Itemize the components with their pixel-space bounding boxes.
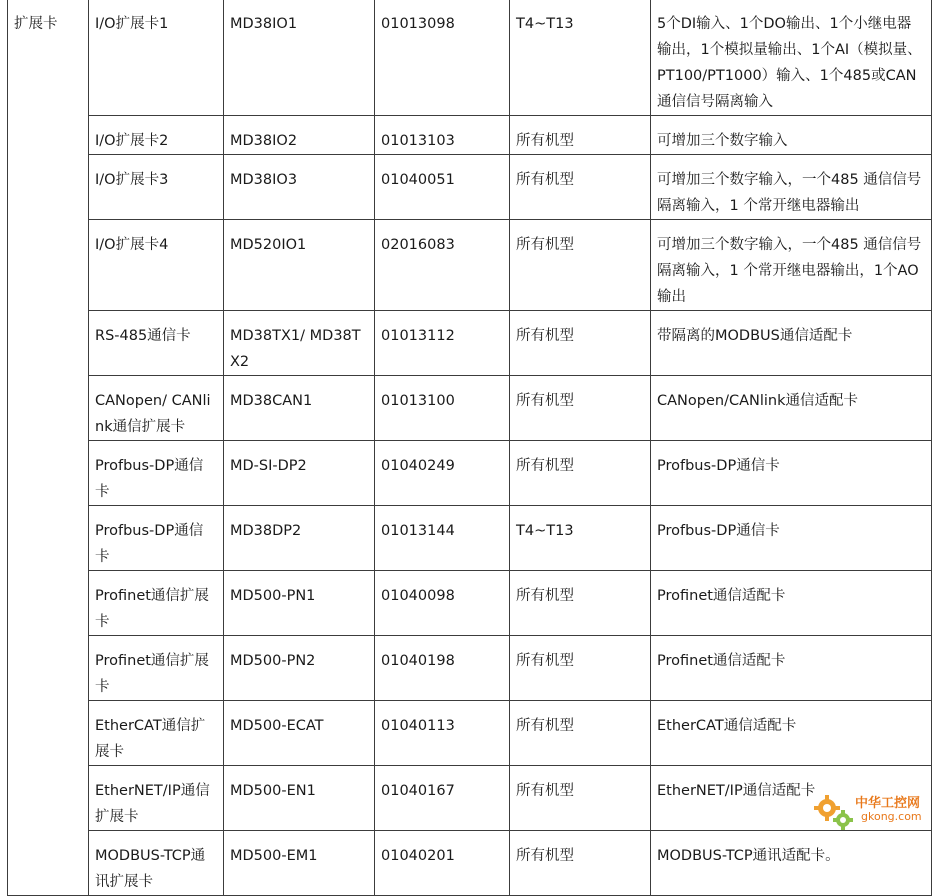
card-name-cell: I/O扩展卡2 bbox=[89, 116, 224, 155]
code-cell: 01040201 bbox=[375, 831, 510, 896]
code-cell: 01040167 bbox=[375, 766, 510, 831]
card-name-cell: I/O扩展卡3 bbox=[89, 155, 224, 220]
card-name-cell: Profbus-DP通信卡 bbox=[89, 441, 224, 506]
model-cell: MD500-ECAT bbox=[224, 701, 375, 766]
model-cell: MD500-EN1 bbox=[224, 766, 375, 831]
applicable-model-cell: 所有机型 bbox=[510, 155, 651, 220]
table-body bbox=[8, 0, 932, 896]
code-cell: 02016083 bbox=[375, 220, 510, 311]
code-cell: 01040113 bbox=[375, 701, 510, 766]
description-cell: EtherNET/IP通信适配卡 bbox=[651, 766, 932, 831]
table-row bbox=[8, 0, 932, 116]
watermark-title: 中华工控网 bbox=[855, 796, 921, 811]
table-row bbox=[8, 701, 932, 766]
description-cell: 5个DI输入、1个DO输出、1个小继电器输出，1个模拟量输出、1个AI（模拟量、PT100/PT1000）输入、1个485或CAN通信信号隔离输入 bbox=[651, 0, 932, 116]
card-name-cell: Profinet通信扩展卡 bbox=[89, 571, 224, 636]
description-cell: Profinet通信适配卡 bbox=[651, 636, 932, 701]
watermark bbox=[811, 790, 931, 834]
table-row bbox=[8, 376, 932, 441]
code-cell: 01040198 bbox=[375, 636, 510, 701]
applicable-model-cell: 所有机型 bbox=[510, 376, 651, 441]
model-cell: MD38IO3 bbox=[224, 155, 375, 220]
applicable-model-cell: 所有机型 bbox=[510, 441, 651, 506]
description-cell: EtherCAT通信适配卡 bbox=[651, 701, 932, 766]
card-name-cell: I/O扩展卡4 bbox=[89, 220, 224, 311]
table-row bbox=[8, 311, 932, 376]
applicable-model-cell: T4~T13 bbox=[510, 0, 651, 116]
table-row bbox=[8, 571, 932, 636]
table-row bbox=[8, 506, 932, 571]
model-cell: MD500-PN2 bbox=[224, 636, 375, 701]
model-cell: MD500-EM1 bbox=[224, 831, 375, 896]
applicable-model-cell: 所有机型 bbox=[510, 831, 651, 896]
model-cell: MD520IO1 bbox=[224, 220, 375, 311]
model-cell: MD38IO1 bbox=[224, 0, 375, 116]
code-cell: 01013112 bbox=[375, 311, 510, 376]
expansion-card-table bbox=[7, 0, 932, 896]
gear-logo-icon bbox=[811, 790, 857, 834]
code-cell: 01013098 bbox=[375, 0, 510, 116]
code-cell: 01040249 bbox=[375, 441, 510, 506]
applicable-model-cell: 所有机型 bbox=[510, 571, 651, 636]
code-cell: 01013100 bbox=[375, 376, 510, 441]
applicable-model-cell: 所有机型 bbox=[510, 116, 651, 155]
description-cell: 可增加三个数字输入，一个485 通信信号隔离输入，1 个常开继电器输出 bbox=[651, 155, 932, 220]
applicable-model-cell: T4~T13 bbox=[510, 506, 651, 571]
description-cell: CANopen/CANlink通信适配卡 bbox=[651, 376, 932, 441]
table-row bbox=[8, 116, 932, 155]
code-cell: 01040051 bbox=[375, 155, 510, 220]
card-name-cell: MODBUS-TCP通讯扩展卡 bbox=[89, 831, 224, 896]
table-row bbox=[8, 220, 932, 311]
group-label-cell: 扩展卡 bbox=[8, 0, 89, 896]
model-cell: MD-SI-DP2 bbox=[224, 441, 375, 506]
description-cell: 可增加三个数字输入，一个485 通信信号隔离输入，1 个常开继电器输出，1个AO输出 bbox=[651, 220, 932, 311]
card-name-cell: EtherNET/IP通信扩展卡 bbox=[89, 766, 224, 831]
description-cell: Profinet通信适配卡 bbox=[651, 571, 932, 636]
applicable-model-cell: 所有机型 bbox=[510, 766, 651, 831]
card-name-cell: RS-485通信卡 bbox=[89, 311, 224, 376]
table-row bbox=[8, 831, 932, 896]
model-cell: MD38CAN1 bbox=[224, 376, 375, 441]
description-cell: MODBUS-TCP通讯适配卡。 bbox=[651, 831, 932, 896]
card-name-cell: I/O扩展卡1 bbox=[89, 0, 224, 116]
card-name-cell: EtherCAT通信扩展卡 bbox=[89, 701, 224, 766]
description-cell: Profbus-DP通信卡 bbox=[651, 506, 932, 571]
description-cell: 可增加三个数字输入 bbox=[651, 116, 932, 155]
card-name-cell: CANopen/ CANlink通信扩展卡 bbox=[89, 376, 224, 441]
code-cell: 01013144 bbox=[375, 506, 510, 571]
code-cell: 01040098 bbox=[375, 571, 510, 636]
model-cell: MD500-PN1 bbox=[224, 571, 375, 636]
applicable-model-cell: 所有机型 bbox=[510, 701, 651, 766]
table-row bbox=[8, 766, 932, 831]
table-row bbox=[8, 441, 932, 506]
watermark-domain: gkong.com bbox=[861, 810, 922, 823]
model-cell: MD38TX1/ MD38TX2 bbox=[224, 311, 375, 376]
applicable-model-cell: 所有机型 bbox=[510, 220, 651, 311]
applicable-model-cell: 所有机型 bbox=[510, 636, 651, 701]
description-cell: Profbus-DP通信卡 bbox=[651, 441, 932, 506]
applicable-model-cell: 所有机型 bbox=[510, 311, 651, 376]
card-name-cell: Profinet通信扩展卡 bbox=[89, 636, 224, 701]
table-row bbox=[8, 636, 932, 701]
description-cell: 带隔离的MODBUS通信适配卡 bbox=[651, 311, 932, 376]
card-name-cell: Profbus-DP通信卡 bbox=[89, 506, 224, 571]
code-cell: 01013103 bbox=[375, 116, 510, 155]
table-row bbox=[8, 155, 932, 220]
model-cell: MD38DP2 bbox=[224, 506, 375, 571]
model-cell: MD38IO2 bbox=[224, 116, 375, 155]
